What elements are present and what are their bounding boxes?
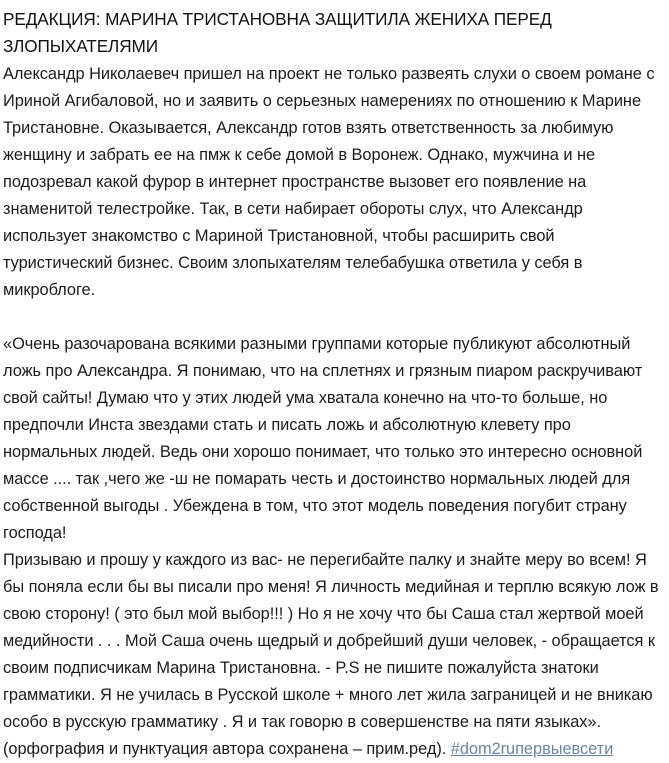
article-body bbox=[3, 61, 667, 763]
article-paragraph-quote-second bbox=[3, 547, 667, 763]
page-title: РЕДАКЦИЯ: МАРИНА ТРИСТАНОВНА ЗАЩИТИЛА ЖЕНИХА ПЕРЕД ЗЛОПЫХАТЕЛЯМИ bbox=[3, 9, 552, 56]
hashtag-link[interactable]: #dom2ruпервыевсети bbox=[450, 740, 614, 758]
article-paragraph-quote-first: «Очень разочарована всякими разными группами которые публикуют абсолютный ложь про Александра. Я понимаю, что на сплетнях и грязным пиаром раскручивают свой сайты! Думаю что у этих людей ума хватала конечно на что-то больше, но предпочли Инста звездами стать и писать ложь и абсолютную клевету про нормальных людей. Ведь они хорошо понимает, что только это интересно основной массе .... так ,чего же -ш не помарать честь и достоинство нормальных людей для собственной выгоды . Убеждена в том, что этот модель поведения погубит страну господа! bbox=[3, 335, 643, 542]
quote-second-text: Призываю и прошу у каждого из вас- не перегибайте палку и знайте меру во всем! Я бы поняла если бы вы писали про меня! Я личность медийная и терплю всякую лож в свою сторону! ( это был мой выбор!!! ) Но я не хочу что бы Саша стал жертвой моей медийности . . . Мой Саша очень щедрый и добрейший души человек, - обращается к своим подписчикам Марина Тристановна. - P.S не пишите пожалуйста знатоки грамматики. Я не училась в Русской школе + много лет жила заграницей и не вникаю особо в русскую грамматику . Я и так говорю в совершенстве на пяти языках». (орфография и пунктуация автора сохранена – прим.ред). bbox=[3, 551, 659, 758]
article-paragraph-intro: Александр Николаевеч пришел на проект не только развеять слухи о своем романе с Ириной Агибаловой, но и заявить о серьезных намерениях по отношению к Марине Тристановне. Оказывается, Александр готов взять ответственность за любимую женщину и забрать ее на пмж к себе домой в Воронеж. Однако, мужчина и не подозревал какой фурор в интернет пространстве вызовет его появление на знаменитой телестройке. Так, в сети набирает обороты слух, что Александр использует знакомство с Мариной Тристановной, чтобы расширить свой туристический бизнес. Своим злопыхателям телебабушка ответила у себя в микроблоге. bbox=[3, 65, 655, 299]
